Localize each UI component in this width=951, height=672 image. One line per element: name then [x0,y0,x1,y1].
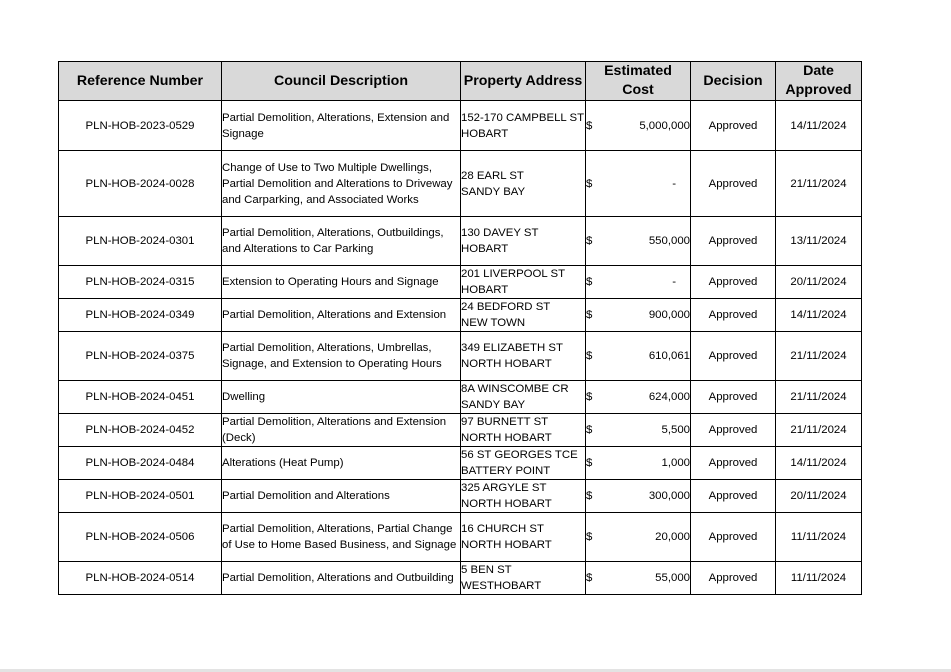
table-row [59,266,862,299]
address-line: BATTERY POINT [461,465,551,477]
address-line: SANDY BAY [461,399,526,411]
header-estimated-cost-line1: Estimated [604,63,672,79]
cell-council-description: Partial Demolition and Alterations [222,480,461,513]
header-property-address: Property Address [461,62,586,101]
cell-estimated-cost [586,101,691,151]
cell-council-description: Extension to Operating Hours and Signage [222,266,461,299]
currency-symbol: $ [586,490,593,502]
cell-decision: Approved [691,414,776,447]
address-line: HOBART [461,243,509,255]
cell-property-address [461,332,586,381]
address-line: 325 ARGYLE ST [461,482,547,494]
cost-amount: - [672,177,676,190]
cell-estimated-cost [586,447,691,480]
cell-estimated-cost [586,217,691,266]
cost-wrapper [586,529,690,545]
table-row [59,513,862,562]
cell-reference-number: PLN-HOB-2024-0451 [59,381,222,414]
table-row [59,562,862,595]
cell-council-description: Partial Demolition, Alterations, Umbrellas, Signage, and Extension to Operating Hours [222,332,461,381]
cell-date-approved: 14/11/2024 [776,101,862,151]
currency-symbol: $ [586,119,593,132]
cell-property-address [461,151,586,217]
cell-estimated-cost [586,151,691,217]
cell-estimated-cost [586,299,691,332]
cell-property-address [461,414,586,447]
cell-council-description: Dwelling [222,381,461,414]
cell-reference-number: PLN-HOB-2024-0506 [59,513,222,562]
cell-reference-number: PLN-HOB-2024-0349 [59,299,222,332]
cell-reference-number: PLN-HOB-2024-0375 [59,332,222,381]
address-line: 28 EARL ST [461,169,524,182]
cell-decision: Approved [691,101,776,151]
address-line: 5 BEN ST [461,564,512,576]
cost-amount: 5,500 [661,424,690,436]
cell-date-approved: 11/11/2024 [776,562,862,595]
currency-symbol: $ [586,350,593,362]
cell-decision: Approved [691,266,776,299]
currency-symbol: $ [586,391,593,403]
address-line: SANDY BAY [461,185,526,198]
cell-decision: Approved [691,151,776,217]
cell-decision: Approved [691,562,776,595]
cost-amount: 550,000 [648,235,690,247]
header-date-approved [776,62,862,101]
cost-wrapper [586,233,690,249]
cost-wrapper [586,422,690,438]
address-line: 130 DAVEY ST [461,227,539,239]
currency-symbol: $ [586,177,593,190]
cell-council-description: Partial Demolition, Alterations, Partial Change of Use to Home Based Business, and Signage [222,513,461,562]
cell-estimated-cost [586,414,691,447]
address-line: HOBART [461,127,509,140]
currency-symbol: $ [586,424,593,436]
currency-symbol: $ [586,276,593,288]
table-row [59,101,862,151]
cell-property-address [461,266,586,299]
cell-decision: Approved [691,480,776,513]
address-line: 97 BURNETT ST [461,416,549,428]
cell-property-address [461,447,586,480]
currency-symbol: $ [586,309,593,321]
cell-council-description: Partial Demolition, Alterations, Outbuildings, and Alterations to Car Parking [222,217,461,266]
header-council-description: Council Description [222,62,461,101]
currency-symbol: $ [586,531,593,543]
address-line: NORTH HOBART [461,358,552,370]
header-row [59,62,862,101]
cell-reference-number: PLN-HOB-2024-0315 [59,266,222,299]
cell-date-approved: 21/11/2024 [776,414,862,447]
cell-date-approved: 21/11/2024 [776,381,862,414]
address-line: 56 ST GEORGES TCE [461,449,578,461]
cost-wrapper [586,348,690,364]
cell-estimated-cost [586,381,691,414]
cell-decision: Approved [691,381,776,414]
cell-estimated-cost [586,332,691,381]
cost-amount: 1,000 [661,457,690,469]
cell-reference-number: PLN-HOB-2024-0301 [59,217,222,266]
cell-reference-number: PLN-HOB-2023-0529 [59,101,222,151]
table-row [59,447,862,480]
cell-property-address [461,513,586,562]
currency-symbol: $ [586,457,593,469]
cell-property-address [461,381,586,414]
cost-amount: 300,000 [648,490,690,502]
address-line: WESTHOBART [461,580,542,592]
cost-amount: 55,000 [655,572,690,584]
table-row [59,151,862,217]
cost-amount: 20,000 [655,531,690,543]
cell-reference-number: PLN-HOB-2024-0028 [59,151,222,217]
cell-reference-number: PLN-HOB-2024-0452 [59,414,222,447]
cell-reference-number: PLN-HOB-2024-0484 [59,447,222,480]
address-line: 152-170 CAMPBELL ST [461,111,585,124]
address-line: 349 ELIZABETH ST [461,342,563,354]
cell-council-description: Partial Demolition, Alterations and Extension [222,299,461,332]
cell-council-description: Partial Demolition, Alterations and Outbuilding [222,562,461,595]
cell-property-address [461,480,586,513]
header-date-approved-line1: Date [803,63,834,79]
table-row [59,332,862,381]
cost-amount: - [672,276,676,288]
header-estimated-cost-line2: Cost [622,82,654,98]
cost-wrapper [586,176,690,192]
cost-amount: 900,000 [648,309,690,321]
cell-decision: Approved [691,513,776,562]
cost-wrapper [586,307,690,323]
cell-reference-number: PLN-HOB-2024-0514 [59,562,222,595]
cell-date-approved: 21/11/2024 [776,151,862,217]
cell-estimated-cost [586,562,691,595]
cell-decision: Approved [691,217,776,266]
cell-council-description: Partial Demolition, Alterations, Extension and Signage [222,101,461,151]
table-row [59,299,862,332]
table-row [59,217,862,266]
cell-estimated-cost [586,513,691,562]
cell-date-approved: 21/11/2024 [776,332,862,381]
header-decision: Decision [691,62,776,101]
cell-decision: Approved [691,447,776,480]
cell-council-description: Partial Demolition, Alterations and Extension (Deck) [222,414,461,447]
cost-wrapper [586,118,690,134]
currency-symbol: $ [586,572,593,584]
address-line: NEW TOWN [461,317,526,329]
table-row [59,480,862,513]
address-line: NORTH HOBART [461,539,552,551]
table-body [59,101,862,595]
cell-estimated-cost [586,480,691,513]
cell-council-description: Change of Use to Two Multiple Dwellings, Partial Demolition and Alterations to Driveway and Carparking, and Associated Works [222,151,461,217]
cell-property-address [461,101,586,151]
cost-amount: 624,000 [648,391,690,403]
address-line: NORTH HOBART [461,498,552,510]
table-row [59,414,862,447]
planning-applications-table [58,61,862,595]
cost-wrapper [586,570,690,586]
address-line: 8A WINSCOMBE CR [461,383,569,395]
cell-date-approved: 14/11/2024 [776,447,862,480]
cell-decision: Approved [691,332,776,381]
cell-property-address [461,299,586,332]
cell-date-approved: 13/11/2024 [776,217,862,266]
cell-date-approved: 20/11/2024 [776,266,862,299]
header-date-approved-line2: Approved [785,82,852,98]
address-line: 201 LIVERPOOL ST [461,268,566,280]
cost-amount: 610,061 [648,350,690,362]
address-line: NORTH HOBART [461,432,552,444]
cost-wrapper [586,488,690,504]
cell-property-address [461,217,586,266]
currency-symbol: $ [586,235,593,247]
cell-property-address [461,562,586,595]
address-line: 16 CHURCH ST [461,523,544,535]
header-reference-number: Reference Number [59,62,222,101]
cost-wrapper [586,389,690,405]
cell-council-description: Alterations (Heat Pump) [222,447,461,480]
header-estimated-cost [586,62,691,101]
cell-date-approved: 11/11/2024 [776,513,862,562]
cell-date-approved: 14/11/2024 [776,299,862,332]
cell-decision: Approved [691,299,776,332]
cell-estimated-cost [586,266,691,299]
table-row [59,381,862,414]
address-line: 24 BEDFORD ST [461,301,551,313]
cell-reference-number: PLN-HOB-2024-0501 [59,480,222,513]
cell-date-approved: 20/11/2024 [776,480,862,513]
cost-wrapper [586,274,690,290]
cost-amount: 5,000,000 [639,119,690,132]
cost-wrapper [586,455,690,471]
address-line: HOBART [461,284,509,296]
